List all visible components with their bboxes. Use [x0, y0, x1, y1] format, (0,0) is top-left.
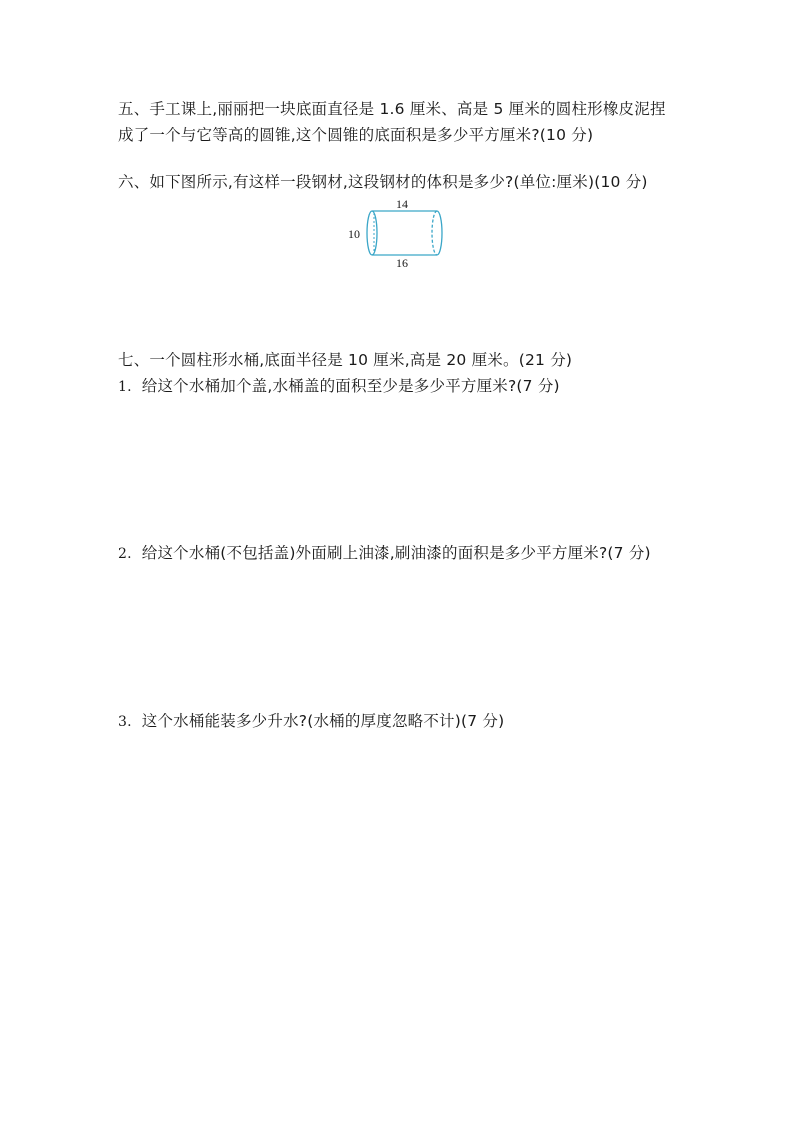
cylinder-right-front-curve	[437, 211, 442, 255]
q7-sub1	[118, 376, 560, 397]
label-left: 10	[348, 227, 360, 241]
q7-sub2	[118, 543, 651, 564]
q7-sub2-text: 给这个水桶(不包括盖)外面刷上油漆,刷油漆的面积是多少平方厘米?(7 分)	[141, 544, 651, 562]
q5-text-line2: 成了一个与它等高的圆锥,这个圆锥的底面积是多少平方厘米?(10 分)	[118, 126, 594, 144]
cylinder-shape	[367, 211, 442, 255]
cylinder-left-face	[367, 211, 377, 255]
q7-sub3-num: 3.	[118, 714, 132, 730]
steel-cylinder-figure	[340, 196, 460, 270]
q6-text: 六、如下图所示,有这样一段钢材,这段钢材的体积是多少?(单位:厘米)(10 分)	[118, 173, 648, 191]
label-bottom: 16	[396, 256, 408, 270]
q7-sub1-text: 给这个水桶加个盖,水桶盖的面积至少是多少平方厘米?(7 分)	[141, 377, 560, 395]
q7-sub1-num: 1.	[118, 379, 132, 395]
label-top: 14	[396, 197, 408, 211]
q5-text-line1: 五、手工课上,丽丽把一块底面直径是 1.6 厘米、高是 5 厘米的圆柱形橡皮泥捏	[118, 100, 666, 118]
q7-text: 七、一个圆柱形水桶,底面半径是 10 厘米,高是 20 厘米。(21 分)	[118, 351, 573, 369]
cylinder-right-hidden-curve	[432, 211, 437, 255]
q7-sub2-num: 2.	[118, 546, 132, 562]
q7-sub3	[118, 711, 504, 732]
q7-sub3-text: 这个水桶能装多少升水?(水桶的厚度忽略不计)(7 分)	[141, 712, 505, 730]
